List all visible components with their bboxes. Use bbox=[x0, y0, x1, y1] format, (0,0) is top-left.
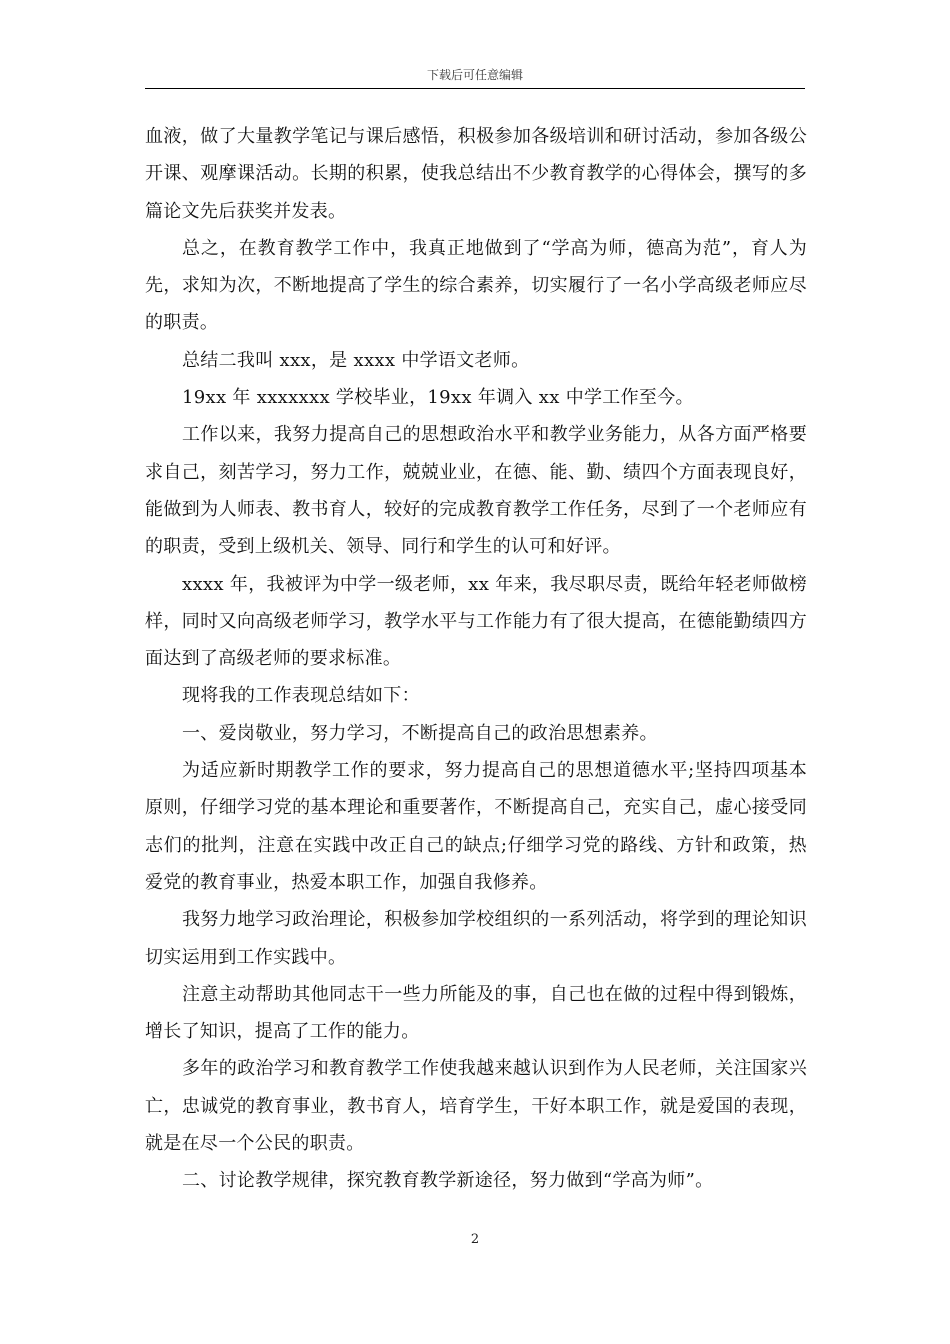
paragraph: 总之，在教育教学工作中，我真正地做到了“学高为师，德高为范”，育人为先，求知为次，不断地提高了学生的综合素养，切实履行了一名小学高级老师应尽的职责。 bbox=[145, 237, 807, 334]
section-heading: 一、爱岗敬业，努力学习，不断提高自己的政治思想素养。 bbox=[182, 722, 658, 744]
paragraph: 工作以来，我努力提高自己的思想政治水平和教学业务能力，从各方面严格要求自己，刻苦学习，努力工作，兢兢业业，在德、能、勤、绩四个方面表现良好，能做到为人师表、教书育人，较好的完成教育教学工作任务，尽到了一个老师应有的职责，受到上级机关、领导、同行和学生的认可和好评。 bbox=[145, 424, 807, 558]
paragraph: 为适应新时期教学工作的要求，努力提高自己的思想道德水平;坚持四项基本原则，仔细学习党的基本理论和重要著作，不断提高自己，充实自己，虚心接受同志们的批判，注意在实践中改正自己的缺点;仔细学习党的路线、方针和政策，热爱党的教育事业，热爱本职工作，加强自我修养。 bbox=[145, 760, 807, 893]
paragraph: 血液，做了大量教学笔记与课后感悟，积极参加各级培训和研讨活动，参加各级公开课、观摩课活动。长期的积累，使我总结出不少教育教学的心得体会，撰写的多篇论文先后获奖并发表。 bbox=[145, 126, 807, 222]
page-number: 2 bbox=[470, 1232, 480, 1247]
paragraph: 现将我的工作表现总结如下： bbox=[182, 685, 420, 707]
paragraph: 总结二我叫 xxx，是 xxxx 中学语文老师。 bbox=[182, 349, 530, 371]
document-body bbox=[145, 118, 807, 1200]
paragraph: 注意主动帮助其他同志干一些力所能及的事，自己也在做的过程中得到锻炼，增长了知识，提高了工作的能力。 bbox=[145, 983, 807, 1043]
paragraph: 多年的政治学习和教育教学工作使我越来越认识到作为人民老师，关注国家兴亡，忠诚党的教育事业，教书育人，培育学生，干好本职工作，就是爱国的表现，就是在尽一个公民的职责。 bbox=[145, 1058, 807, 1155]
header-divider bbox=[145, 88, 805, 89]
section-heading: 二、讨论教学规律，探究教育教学新途径，努力做到“学高为师”。 bbox=[182, 1170, 714, 1192]
page-header: 下载后可任意编辑 bbox=[426, 68, 523, 82]
paragraph: 我努力地学习政治理论，积极参加学校组织的一系列活动，将学到的理论知识切实运用到工作实践中。 bbox=[145, 909, 807, 968]
paragraph: xxxx 年，我被评为中学一级老师，xx 年来，我尽职尽责，既给年轻老师做榜样，同时又向高级老师学习，教学水平与工作能力有了很大提高，在德能勤绩四方面达到了高级老师的要求标准。 bbox=[145, 573, 807, 670]
paragraph: 19xx 年 xxxxxxx 学校毕业，19xx 年调入 xx 中学工作至今。 bbox=[182, 387, 694, 409]
